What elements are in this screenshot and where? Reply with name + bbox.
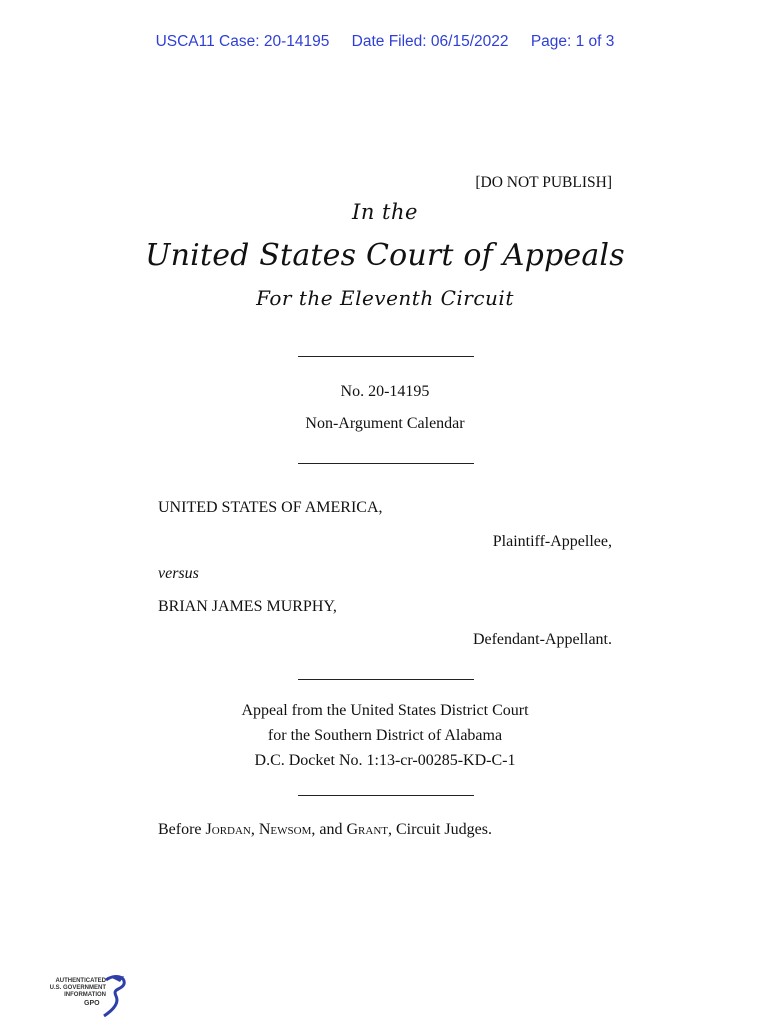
heading-in-the: In the: [352, 200, 418, 224]
gpo-text-line: AUTHENTICATED: [55, 978, 106, 984]
separator-text: ,: [250, 821, 259, 838]
versus-label: versus: [158, 565, 199, 582]
filing-stamp: [0, 33, 770, 51]
gpo-text-line: U.S. GOVERNMENT: [49, 985, 106, 991]
defendant-role: Defendant-Appellant.: [472, 631, 612, 648]
plaintiff-role: Plaintiff-Appellee,: [492, 533, 612, 550]
case-number: No. 20-14195: [340, 383, 430, 400]
court-title: United States Court of Appeals: [145, 238, 625, 273]
judges-suffix: , Circuit Judges.: [387, 821, 492, 838]
calendar-type: Non-Argument Calendar: [305, 415, 465, 432]
divider-rule: [298, 795, 474, 796]
divider-rule: [298, 356, 474, 357]
publish-status: [DO NOT PUBLISH]: [475, 174, 612, 191]
judge-name: Newsom: [258, 821, 312, 838]
defendant-name: BRIAN JAMES MURPHY,: [158, 598, 337, 615]
case-number-stamp: USCA11 Case: 20-14195: [155, 33, 330, 50]
date-filed-stamp: Date Filed: 06/15/2022: [351, 33, 509, 50]
panel-judges: [158, 821, 492, 839]
gpo-authentication-seal: [44, 974, 128, 1018]
gpo-text-line: INFORMATION: [64, 992, 106, 998]
docket-number: D.C. Docket No. 1:13-cr-00285-KD-C-1: [254, 752, 516, 769]
eagle-icon: [102, 974, 128, 1018]
gpo-text-block: [44, 978, 106, 999]
circuit-title: For the Eleventh Circuit: [256, 286, 514, 310]
divider-rule: [298, 679, 474, 680]
page-count-stamp: Page: 1 of 3: [530, 33, 615, 50]
divider-rule: [298, 463, 474, 464]
separator-text: , and: [311, 821, 347, 838]
judge-name: Grant: [346, 821, 388, 838]
judge-name: Jordan: [205, 821, 251, 838]
before-text: Before: [158, 821, 206, 838]
appeal-district-line: for the Southern District of Alabama: [267, 727, 503, 744]
plaintiff-name: UNITED STATES OF AMERICA,: [158, 499, 383, 516]
gpo-label: GPO: [84, 1000, 100, 1007]
appeal-source-line: Appeal from the United States District Court: [241, 702, 529, 719]
